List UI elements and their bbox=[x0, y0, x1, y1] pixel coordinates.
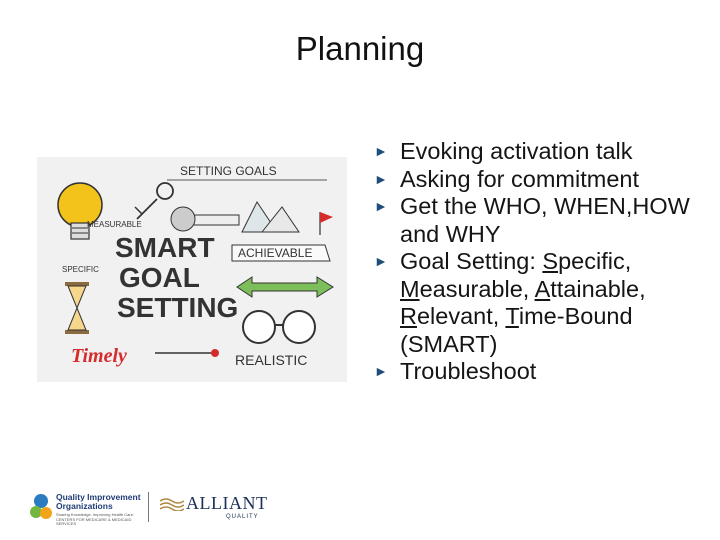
logo-divider bbox=[148, 492, 149, 522]
bullet-list bbox=[372, 138, 712, 386]
alliant-wave-icon bbox=[160, 497, 184, 511]
bullet-item-smart: ► Goal Setting: Specific, Measurable, Attainable, Relevant, Time-Bound (SMART) bbox=[374, 248, 646, 357]
slide-title: Planning bbox=[295, 30, 425, 67]
qio-subtitle: Sharing Knowledge. Improving Health Care. CENTERS FOR MEDICARE & MEDICAID SERVICES bbox=[56, 512, 135, 526]
qio-title: Quality Improvement Organizations bbox=[56, 492, 141, 511]
svg-text:GOAL: GOAL bbox=[119, 262, 200, 293]
svg-text:Timely: Timely bbox=[71, 345, 127, 367]
smart-goals-illustration bbox=[37, 157, 347, 382]
svg-text:SETTING: SETTING bbox=[117, 292, 239, 323]
alliant-logo-text: ALLIANT bbox=[186, 493, 268, 513]
bullet-arrow-icon: ► bbox=[374, 363, 388, 379]
achievable-banner bbox=[232, 245, 330, 261]
bullet-item: ► Asking for commitment bbox=[374, 165, 639, 192]
qio-logo-icon bbox=[28, 492, 54, 522]
svg-text:SPECIFIC: SPECIFIC bbox=[62, 265, 99, 274]
illustration-header: SETTING GOALS bbox=[180, 164, 277, 178]
bullet-item: ► Evoking activation talk bbox=[374, 138, 633, 164]
svg-text:ACHIEVABLE: ACHIEVABLE bbox=[238, 246, 313, 260]
bullet-item: ► Get the WHO, WHEN,HOW and WHY bbox=[374, 193, 690, 247]
bullet-arrow-icon: ► bbox=[374, 170, 388, 187]
bullet-arrow-icon: ► bbox=[374, 253, 388, 269]
alliant-quality-text: QUALITY bbox=[226, 514, 259, 520]
svg-text:REALISTIC: REALISTIC bbox=[235, 352, 308, 368]
svg-text:MEASURABLE: MEASURABLE bbox=[87, 220, 142, 229]
bullet-arrow-icon: ► bbox=[374, 143, 388, 159]
svg-text:SMART: SMART bbox=[115, 232, 215, 263]
bullet-item: ► Troubleshoot bbox=[374, 358, 537, 384]
bullet-arrow-icon: ► bbox=[374, 198, 388, 214]
